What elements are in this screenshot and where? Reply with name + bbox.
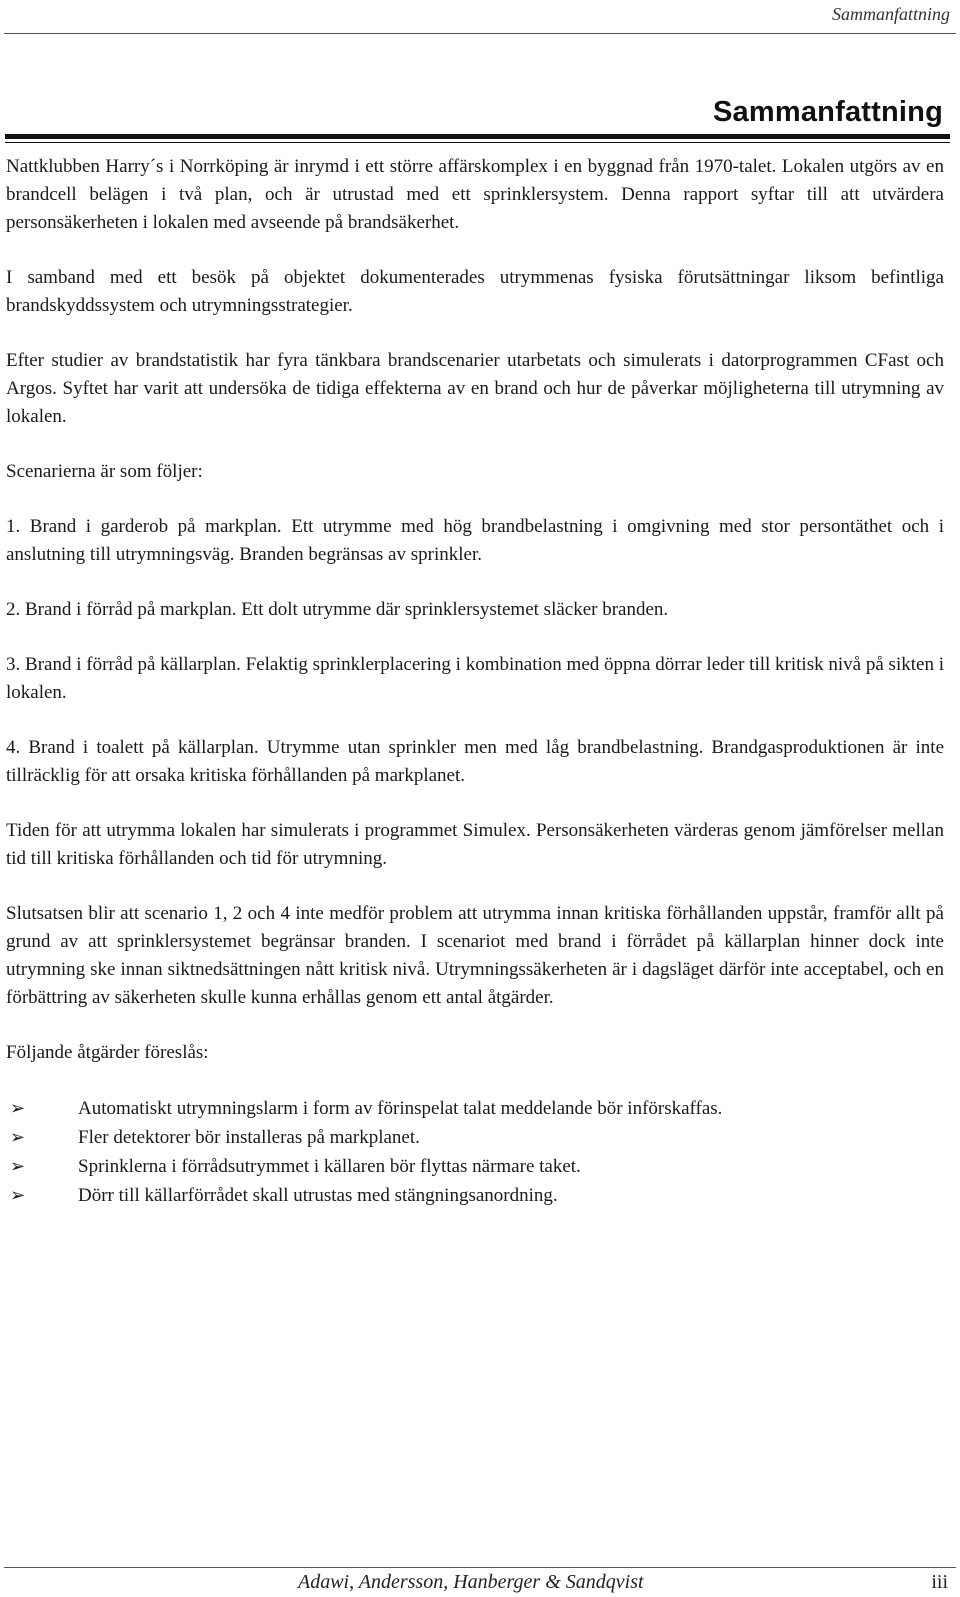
paragraph-scenarios-method: Efter studier av brandstatistik har fyra tänkbara brandscenarier utarbetats och simulerats i datorprogrammen CFast och Argos. Syftet har varit att undersöka de tidiga effekterna av en brand och hur de påverkar möjligheterna till utrymning av lokalen. <box>6 350 944 427</box>
paragraph-intro: Nattklubben Harry´s i Norrköping är inrymd i ett större affärskomplex i en byggnad från 1970-talet. Lokalen utgörs av en brandcell belägen i två plan, och är utrustad med ett sprinklersystem. Denna rapport syftar till att utvärdera personsäkerheten i lokalen med avseende på brandsäkerhet. <box>6 156 944 233</box>
measures-intro: Följande åtgärder föreslås: <box>6 1042 209 1063</box>
scenario-1: 1. Brand i garderob på markplan. Ett utrymme med hög brandbelastning i omgivning med stor persontäthet och i anslutning till utrymningsväg. Branden begränsas av sprinkler. <box>6 516 944 565</box>
title-rule-thin <box>5 142 950 143</box>
arrow-bullet-icon: ➢ <box>10 1185 26 1206</box>
scenario-3: 3. Brand i förråd på källarplan. Felaktig sprinklerplacering i kombination med öppna dörrar leder till kritisk nivå på sikten i lokalen. <box>6 654 944 703</box>
page-number: iii <box>931 1571 948 1593</box>
paragraph-site-visit: I samband med ett besök på objektet dokumenterades utrymmenas fysiska förutsättningar liksom befintliga brandskyddssystem och utrymningsstrategier. <box>6 267 944 316</box>
arrow-bullet-icon: ➢ <box>10 1156 26 1177</box>
scenarios-intro: Scenarierna är som följer: <box>6 461 203 482</box>
measure-text: Dörr till källarförrådet skall utrustas med stängningsanordning. <box>78 1185 558 1206</box>
footer-rule <box>4 1567 956 1568</box>
footer-authors: Adawi, Andersson, Hanberger & Sandqvist <box>298 1571 644 1593</box>
arrow-bullet-icon: ➢ <box>10 1098 26 1119</box>
scenario-2: 2. Brand i förråd på markplan. Ett dolt utrymme där sprinklersystemet släcker branden. <box>6 599 669 620</box>
list-item <box>6 1123 944 1152</box>
list-item <box>6 1181 944 1210</box>
chapter-title: Sammanfattning <box>713 96 943 128</box>
paragraph-evacuation-time: Tiden för att utrymma lokalen har simulerats i programmet Simulex. Personsäkerheten värderas genom jämförelser mellan tid till kritiska förhållanden och tid för utrymning. <box>6 820 944 869</box>
measure-text: Automatiskt utrymningslarm i form av förinspelat talat meddelande bör införskaffas. <box>78 1098 723 1119</box>
measure-text: Sprinklerna i förrådsutrymmet i källaren bör flyttas närmare taket. <box>78 1156 581 1177</box>
arrow-bullet-icon: ➢ <box>10 1127 26 1148</box>
list-item <box>6 1152 944 1181</box>
measures-list <box>6 1094 944 1210</box>
title-rule-thick <box>5 134 950 139</box>
header-rule <box>4 33 956 34</box>
scenario-4: 4. Brand i toalett på källarplan. Utrymme utan sprinkler men med låg brandbelastning. Brandgasproduktionen är inte tillräcklig för att orsaka kritiska förhållanden på markplanet. <box>6 737 944 786</box>
summary-body <box>6 153 944 1210</box>
running-header-title: Sammanfattning <box>831 4 950 24</box>
measure-text: Fler detektorer bör installeras på markplanet. <box>78 1127 420 1148</box>
paragraph-conclusion: Slutsatsen blir att scenario 1, 2 och 4 inte medför problem att utrymma innan kritiska förhållanden uppstår, framför allt på grund av att sprinklersystemet begränsar branden. I scenariot med brand i förrådet på källarplan hinner dock inte utrymning ske innan siktnedsättningen nått kritisk nivå. Utrymningssäkerheten är i dagsläget därför inte acceptabel, och en förbättring av säkerheten skulle kunna erhållas genom ett antal åtgärder. <box>6 903 944 1008</box>
list-item <box>6 1094 944 1123</box>
